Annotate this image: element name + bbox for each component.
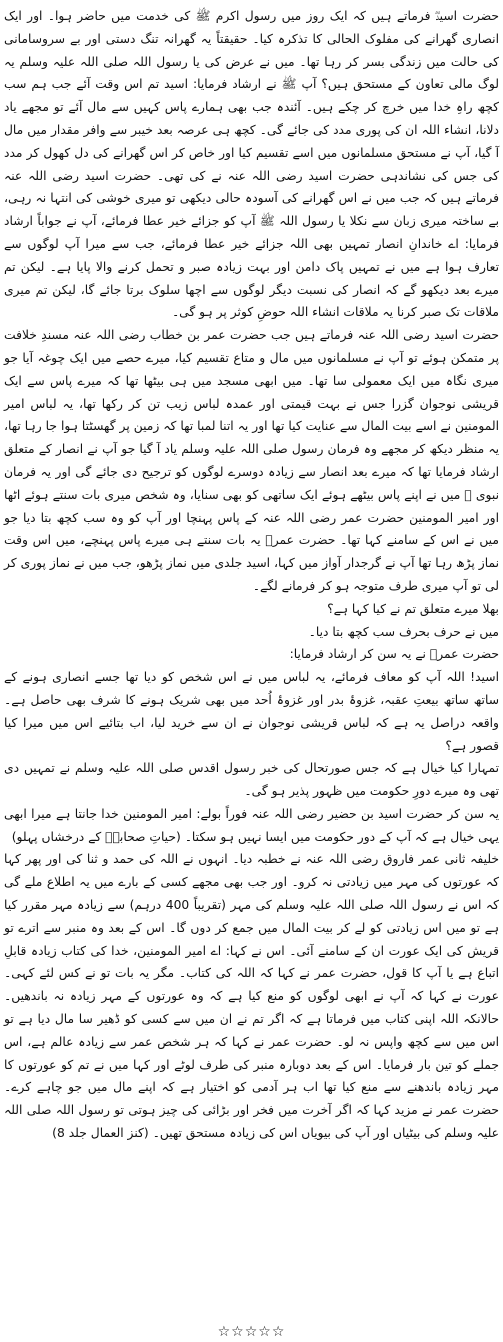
paragraph: میں نے حرف بحرف سب کچھ بتا دیا۔ [308,624,499,639]
paragraph: اسید! اللہ آپ کو معاف فرمائے، یہ لباس میں نے اس شخص کو دیا تھا جسے انصاری ہونے کے ساتھ ساتھ بیعتِ عقبہ، غزوۂ بدر اور غزوۂ اُحد میں بھی شریک ہونے کا شرف بھی حاصل ہے۔ واقعہ دراصل یہ ہے کہ لباس قریشی نوجوان نے ان سے خرید لیا، اب بتائیے اس میں میرا کیا قصور ہے؟ [4,670,499,753]
paragraph: یہ سن کر حضرت اسید بن حضیر رضی اللہ عنہ فوراً بولے: امیر المومنین خدا جانتا ہے میرا ابھی یہی خیال ہے کہ آپ کے دور حکومت میں ایسا نہیں ہو سکتا۔ (حیاتِ صحابہؓ کے درخشاں پہلو) [4,806,499,844]
footer-star-ornament: ☆☆☆☆☆ [217,1324,286,1340]
paragraph: حضرت اسیدؓ فرماتے ہیں کہ ایک روز میں رسول اکرم ﷺ کی خدمت میں حاضر ہوا۔ اور ایک انصاری گھرانے کی مفلوک الحالی کا تذکرہ کیا۔ حقیقتاً یہ گھرانہ تنگ دستی اور بے سروسامانی کی حالت میں زندگی بسر کر رہا تھا۔ میں نے عرض کی یا رسول اللہ صلی اللہ علیہ وسلم یہ لوگ مالی تعاون کے مستحق ہیں؟ آپ ﷺ نے ارشاد فرمایا: اسید تم اس وقت آئے جب ہم سب کچھ راہِ خدا میں خرچ کر چکے ہیں۔ آئندہ جب بھی ہمارے پاس کہیں سے مال آئے تو مجھے یاد دلانا، انشاء اللہ ان کی پوری مدد کی جائے گی۔ کچھ ہی عرصہ بعد خیبر سے وافر مقدار میں مال آ گیا، آپ نے مستحق مسلمانوں میں اسے تقسیم کیا اور خاص کر اس گھرانے کی دل کھول کر مدد کی جس کی نشاندہی حضرت اسید رضی اللہ عنہ نے کی تھی۔ حضرت اسید رضی اللہ عنہ فرماتے ہیں کہ جب میں نے اس گھرانے کی آسودہ حالی دیکھی تو میری خوشی کی انتہا نہ رہی، بے ساختہ میری زبان سے نکلا یا رسول اللہ ﷺ آپ کو جزائے خیر عطا فرمائے، آپ نے جواباً ارشاد فرمایا: اے خاندانِ انصار تمہیں بھی اللہ جزائے خیر عطا فرمائے، جب سے میرا آپ لوگوں سے تعارف ہوا ہے میں نے تمہیں پاک دامن اور بہت زیادہ صبر و تحمل کرنے والا پایا ہے۔ لیکن تم میرے بعد دیکھو گے کہ انصار کی نسبت دیگر لوگوں سے اچھا سلوک برتا جائے گا، لیکن تم میری ملاقات تک صبر کرنا یہ ملاقات انشاء اللہ حوضِ کوثر پر ہو گی۔ [4,9,499,320]
paragraph: حضرت عمرؓ نے یہ سن کر ارشاد فرمایا: [289,647,499,662]
paragraph: بھلا میرے متعلق تم نے کیا کہا ہے؟ [327,601,499,616]
paragraph: خلیفہ ثانی عمر فاروق رضی اللہ عنہ نے خطبہ دیا۔ انہوں نے اللہ کی حمد و ثنا کی اور پھر کہا کہ عورتوں کی مہر میں زیادتی نہ کرو۔ اور جب بھی مجھے کسی کے بارے میں یہ اطلاع ملے گی کہ اس نے رسول اللہ صلی اللہ علیہ وسلم کی مہر (تقریباً 400 درہم) سے زیادہ مہر مقرر کیا ہے تو میں اس زیادتی کو لے کر بیت المال میں جمع کر دوں گا۔ اس کے بعد وہ منبر سے اترے تو قریش کی ایک عورت ان کے سامنے آئی۔ اس نے کہا: اے امیر المومنین، خدا کی کتاب زیادہ قابلِ اتباع ہے یا آپ کا قول، حضرت عمر نے کہا کہ اللہ کی کتاب۔ مگر یہ بات تو نے کس لئے کہی۔ عورت نے کہا کہ آپ نے ابھی لوگوں کو منع کیا ہے کہ وہ عورتوں کے مہر زیادہ نہ باندھیں۔ حالانکہ اللہ اپنی کتاب میں فرماتا ہے کہ اگر تم نے ان میں سے کسی کو ڈھیر سا مال دیا ہے تو اس میں سے کچھ واپس نہ لو۔ حضرت عمر نے کہا کہ ہر شخص عمر سے زیادہ عالم ہے، اس جملے کو تین بار فرمایا۔ اس کے بعد دوبارہ منبر کی طرف لوٹے اور کہا میں نے تم کو عورتوں کا مہر زیادہ باندھنے سے منع کیا تھا اب ہر آدمی کو اختیار ہے کہ اپنے مال میں جو چاہے کرے۔ حضرت عمر نے مزید کہا کہ اگر آخرت میں فخر اور بڑائی کی چیز ہوتی تو رسول اللہ صلی اللہ علیہ وسلم کی بیٹیاں اور آپ کی بیویاں اس کی زیادہ مستحق تھیں۔ (کنز العمال جلد 8) [4,852,499,1141]
paragraph: حضرت اسید رضی اللہ عنہ فرماتے ہیں جب حضرت عمر بن خطاب رضی اللہ عنہ مسندِ خلافت پر متمکن ہوئے تو آپ نے مسلمانوں میں مال و متاع تقسیم کیا، میرے حصے میں ایک چوغہ آیا جو میری نگاہ میں ایک معمولی سا تھا۔ میں ابھی مسجد میں ہی بیٹھا تھا کہ میرے پاس سے ایک قریشی نوجوان گزرا جس نے بہت قیمتی اور عمدہ لباس زیب تن کر رکھا تھا، یہ لباس امیر المومنین نے اسے بیت المال سے عنایت کیا تھا اور یہ اتنا لمبا تھا کہ زمین پر گھسٹتا ہوا جا رہا تھا، یہ منظر دیکھ کر مجھے وہ فرمان رسول صلی اللہ علیہ وسلم یاد آ گیا جو آپ نے انصار کے متعلق ارشاد فرمایا تھا کہ میرے بعد انصار سے زیادہ دوسرے لوگوں کو ترجیح دی جائے گی اور یہ فرمان نبوی ﷺ میں نے اپنے پاس بیٹھے ہوئے ایک ساتھی کو بھی سنایا، وہ شخص میری بات سنتے ہوئے اٹھا اور امیر المومنین حضرت عمر رضی اللہ عنہ کے پاس پہنچا اور آپ کو وہ سب کچھ بتا دیا جو میں نے اس کے سامنے کہا تھا۔ حضرت عمرؓ یہ بات سنتے ہی میرے پاس پہنچے، میں اس وقت نماز پڑھ رہا تھا آپ نے گرجدار آواز میں کہا، اسید جلدی میں نماز پڑھو، جب میں نے نماز پوری کر لی تو آپ میری طرف متوجہ ہو کر فرمانے لگے۔ [4,328,499,593]
paragraph: تمہارا کیا خیال ہے کہ جس صورتحال کی خبر رسول اقدس صلی اللہ علیہ وسلم نے تمہیں دی تھی وہ میرے دورِ حکومت میں ظہور پذیر ہو گی۔ [4,761,499,799]
